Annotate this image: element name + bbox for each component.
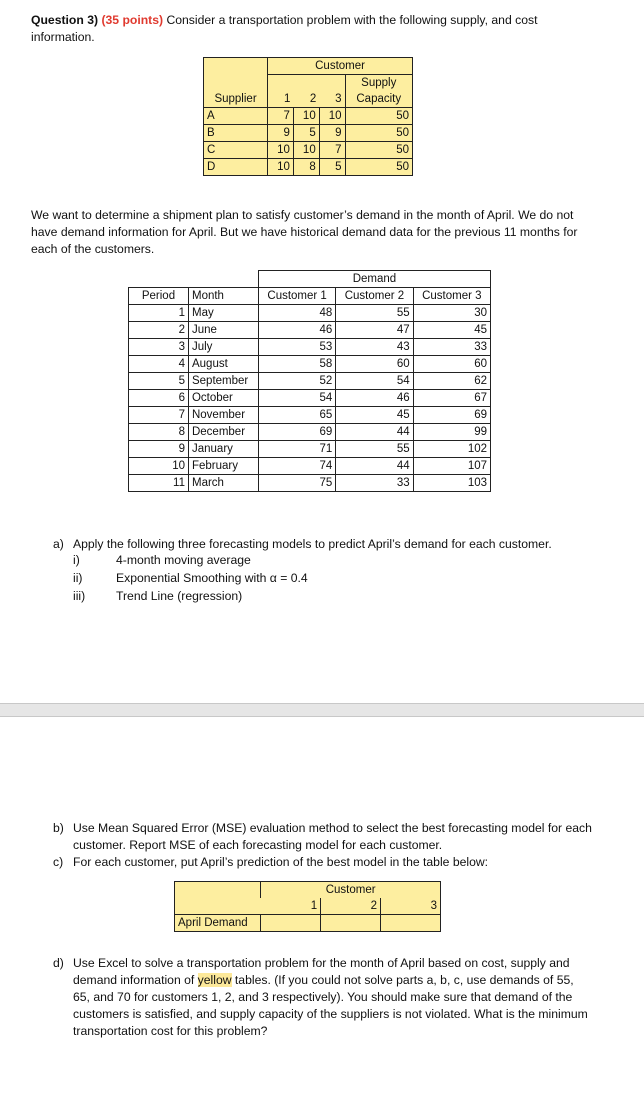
april-demand-cell-2[interactable]: [321, 915, 381, 932]
customer2-demand-cell: 45: [336, 407, 413, 424]
question-points: (35 points): [101, 13, 164, 27]
demand-row: [129, 322, 491, 339]
intro-line2: have demand information for April. But we have historical demand data for the previous 11 months for: [31, 225, 578, 239]
demand-row: [129, 475, 491, 492]
period-cell: 10: [129, 458, 189, 475]
cost-cell: 10: [319, 108, 345, 125]
april-col-2: 2: [321, 898, 381, 915]
customer1-demand-cell: 54: [258, 390, 335, 407]
period-header: Period: [129, 288, 189, 305]
customer3-demand-cell: 69: [413, 407, 490, 424]
supply-row-c: [204, 142, 413, 159]
part-a-label: a): [53, 537, 64, 551]
month-header: Month: [188, 288, 258, 305]
part-d-line5: transportation cost for this problem?: [73, 1024, 268, 1038]
customer3-demand-cell: 99: [413, 424, 490, 441]
period-cell: 6: [129, 390, 189, 407]
customer1-demand-cell: 58: [258, 356, 335, 373]
customer-group-header: Customer: [268, 58, 413, 75]
supplier-header: Supplier: [204, 91, 268, 108]
customer3-demand-cell: 45: [413, 322, 490, 339]
customer-col-2: 2: [309, 93, 317, 105]
capacity-header-2: Capacity: [345, 91, 412, 108]
part-d-line2-pre: demand information of: [73, 973, 198, 987]
april-demand-label: April Demand: [175, 915, 261, 932]
supplier-cell: A: [204, 108, 268, 125]
part-d-line3: 65, and 70 for customers 1, 2, and 3 respectively). You should make sure that demand of the: [73, 990, 573, 1004]
period-cell: 4: [129, 356, 189, 373]
customer2-demand-cell: 33: [336, 475, 413, 492]
part-b-line1: Use Mean Squared Error (MSE) evaluation method to select the best forecasting model for each: [73, 821, 592, 835]
month-cell: July: [188, 339, 258, 356]
customer2-demand-cell: 44: [336, 424, 413, 441]
april-demand-table: [174, 881, 441, 932]
cost-cell: 9: [319, 125, 345, 142]
customer2-demand-cell: 44: [336, 458, 413, 475]
month-cell: February: [188, 458, 258, 475]
customer3-demand-cell: 30: [413, 305, 490, 322]
month-cell: March: [188, 475, 258, 492]
capacity-cell: 50: [345, 125, 412, 142]
customer1-demand-cell: 65: [258, 407, 335, 424]
demand-row: [129, 441, 491, 458]
customer3-header: Customer 3: [413, 288, 490, 305]
april-col-3: 3: [381, 898, 441, 915]
customer-col-3: 3: [335, 93, 342, 105]
part-a-item-num: ii): [73, 571, 83, 585]
month-cell: September: [188, 373, 258, 390]
customer1-demand-cell: 74: [258, 458, 335, 475]
demand-row: [129, 407, 491, 424]
intro-line1: We want to determine a shipment plan to satisfy customer’s demand in the month of April. We do not: [31, 208, 574, 222]
question-label: Question 3): [31, 13, 99, 27]
demand-row: [129, 356, 491, 373]
customer2-demand-cell: 55: [336, 305, 413, 322]
customer-col-1: 1: [284, 93, 291, 105]
demand-row: [129, 373, 491, 390]
april-demand-row: [175, 915, 441, 932]
part-a-item-text: Exponential Smoothing with α = 0.4: [116, 571, 308, 585]
part-b-line2: customer. Report MSE of each forecasting model for each customer.: [73, 838, 443, 852]
supplier-cell: D: [204, 159, 268, 176]
customer2-demand-cell: 46: [336, 390, 413, 407]
customer1-demand-cell: 48: [258, 305, 335, 322]
yellow-highlight: yellow: [197, 973, 232, 987]
period-cell: 8: [129, 424, 189, 441]
month-cell: November: [188, 407, 258, 424]
capacity-cell: 50: [345, 159, 412, 176]
april-demand-cell-1[interactable]: [261, 915, 321, 932]
demand-row: [129, 305, 491, 322]
demand-row: [129, 424, 491, 441]
cost-cell: 10: [268, 159, 294, 176]
customer2-demand-cell: 54: [336, 373, 413, 390]
customer3-demand-cell: 33: [413, 339, 490, 356]
demand-row: [129, 390, 491, 407]
part-a-item-num: i): [73, 553, 80, 567]
demand-header-row: [129, 288, 491, 305]
customer1-demand-cell: 75: [258, 475, 335, 492]
cost-cell: 8: [293, 159, 319, 176]
supplier-cell: B: [204, 125, 268, 142]
period-cell: 9: [129, 441, 189, 458]
part-a-text: Apply the following three forecasting models to predict April’s demand for each customer.: [73, 537, 552, 551]
period-cell: 5: [129, 373, 189, 390]
month-cell: January: [188, 441, 258, 458]
capacity-cell: 50: [345, 108, 412, 125]
month-cell: May: [188, 305, 258, 322]
customer2-demand-cell: 60: [336, 356, 413, 373]
customer1-demand-cell: 46: [258, 322, 335, 339]
april-customer-group-header: Customer: [261, 882, 441, 899]
customer1-demand-cell: 52: [258, 373, 335, 390]
part-a-item-num: iii): [73, 589, 86, 603]
part-c-label: c): [53, 855, 64, 869]
period-cell: 11: [129, 475, 189, 492]
customer2-demand-cell: 55: [336, 441, 413, 458]
customer3-demand-cell: 107: [413, 458, 490, 475]
customer2-demand-cell: 43: [336, 339, 413, 356]
demand-table: [128, 270, 491, 492]
cost-cell: 10: [293, 142, 319, 159]
part-d-line1: Use Excel to solve a transportation problem for the month of April based on cost, supply and: [73, 956, 570, 970]
customer3-demand-cell: 60: [413, 356, 490, 373]
customer2-header: Customer 2: [336, 288, 413, 305]
customer1-demand-cell: 69: [258, 424, 335, 441]
supply-row-a: [204, 108, 413, 125]
cost-cell: 7: [268, 108, 294, 125]
part-d-line4: customers is satisfied, and supply capacity of the suppliers is not violated. What is the minimum: [73, 1007, 588, 1021]
cost-cell: 10: [293, 108, 319, 125]
part-d-line2: [73, 972, 574, 989]
page-divider: [0, 703, 644, 717]
april-demand-cell-3[interactable]: [381, 915, 441, 932]
cost-cell: 9: [268, 125, 294, 142]
customer3-demand-cell: 67: [413, 390, 490, 407]
capacity-header-1: Supply: [345, 75, 412, 92]
demand-row: [129, 458, 491, 475]
question-text-line1: Consider a transportation problem with the following supply, and cost: [166, 13, 538, 27]
part-a-item-text: 4-month moving average: [116, 553, 251, 567]
customer1-header: Customer 1: [258, 288, 335, 305]
cost-cell: 5: [293, 125, 319, 142]
part-a-item-text: Trend Line (regression): [116, 589, 243, 603]
customer1-demand-cell: 71: [258, 441, 335, 458]
demand-group-header: Demand: [258, 271, 490, 288]
supply-row-d: [204, 159, 413, 176]
period-cell: 2: [129, 322, 189, 339]
part-c-text: For each customer, put April’s prediction of the best model in the table below:: [73, 855, 489, 869]
april-col-1: 1: [261, 898, 321, 915]
intro-line3: each of the customers.: [31, 242, 155, 256]
customer3-demand-cell: 62: [413, 373, 490, 390]
cost-cell: 5: [319, 159, 345, 176]
customer3-demand-cell: 103: [413, 475, 490, 492]
part-d-label: d): [53, 956, 64, 970]
part-d-line2-post: tables. (If you could not solve parts a, b, c, use demands of 55,: [231, 973, 574, 987]
period-cell: 7: [129, 407, 189, 424]
question-text-line2: information.: [31, 30, 95, 44]
customer1-demand-cell: 53: [258, 339, 335, 356]
question-header: [31, 12, 537, 29]
part-b-label: b): [53, 821, 64, 835]
supply-cost-table: [203, 57, 413, 176]
capacity-cell: 50: [345, 142, 412, 159]
cost-cell: 7: [319, 142, 345, 159]
period-cell: 3: [129, 339, 189, 356]
month-cell: August: [188, 356, 258, 373]
customer2-demand-cell: 47: [336, 322, 413, 339]
period-cell: 1: [129, 305, 189, 322]
cost-cell: 10: [268, 142, 294, 159]
customer3-demand-cell: 102: [413, 441, 490, 458]
month-cell: June: [188, 322, 258, 339]
supply-row-b: [204, 125, 413, 142]
month-cell: October: [188, 390, 258, 407]
supplier-cell: C: [204, 142, 268, 159]
demand-row: [129, 339, 491, 356]
month-cell: December: [188, 424, 258, 441]
